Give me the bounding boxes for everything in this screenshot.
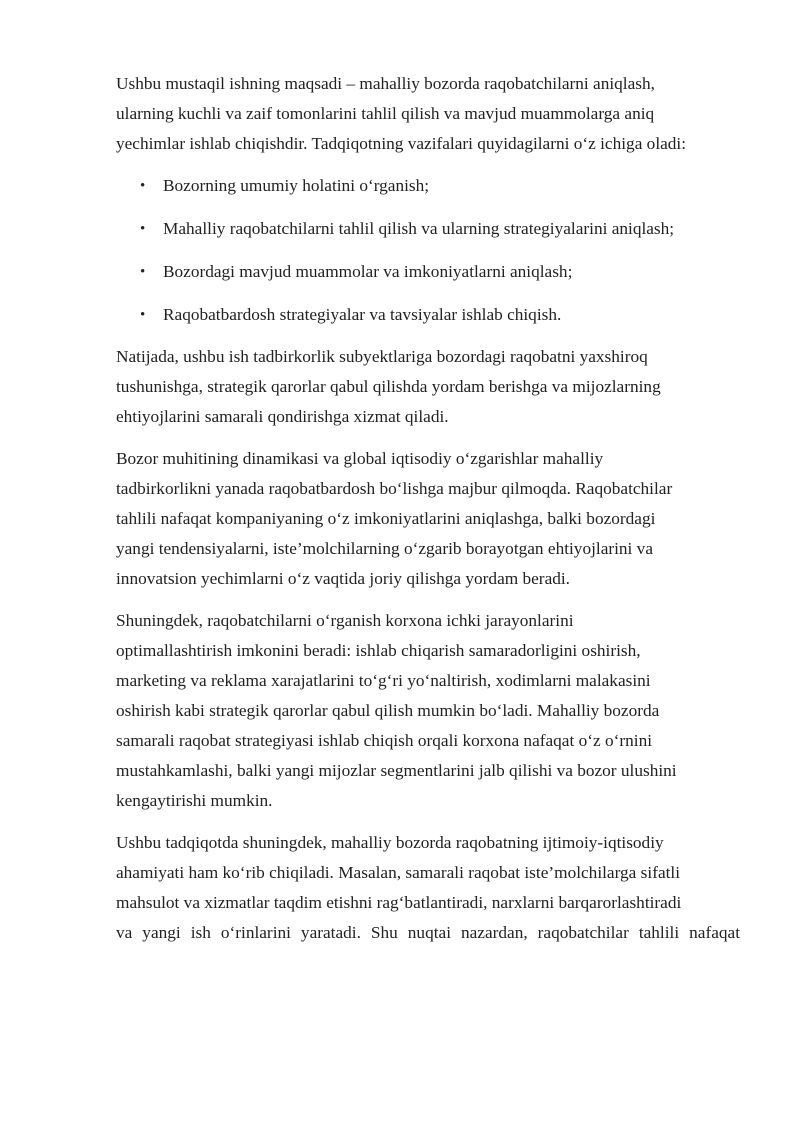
paragraph-socio-economic-body: Ushbu tadqiqotda shuningdek, mahalliy bozorda raqobatning ijtimoiy-iqtisodiy ahamiyati ham ko‘rib chiqiladi. Masalan, samarali raqobat iste’molchilarga sifatli mahsulot va xizmatlar taqdim etishni rag‘batlantiradi, narxlarni barqarorlashtiradi (116, 833, 682, 912)
bullet-icon: • (140, 264, 146, 280)
list-item (116, 300, 740, 330)
paragraph-socio-economic (116, 828, 740, 948)
paragraph-internal-processes: Shuningdek, raqobatchilarni o‘rganish korxona ichki jarayonlarini optimallashtirish imkonini beradi: ishlab chiqarish samaradorligini oshirish, marketing va reklama xarajatlarini to‘g‘ri yo‘naltirish, xodimlarni malakasini oshirish kabi strategik qarorlar qabul qilish mumkin bo‘ladi. Mahalliy bozorda samarali raqobat strategiyasi ishlab chiqish orqali korxona nafaqat o‘z o‘rnini mustahkamlashi, balki yangi mijozlar segmentlarini jalb qilishi va bozor ulushini kengaytirishi mumkin. (116, 611, 677, 810)
list-item-text: Raqobatbardosh strategiyalar va tavsiyalar ishlab chiqish. (163, 305, 562, 324)
list-item-text: Bozordagi mavjud muammolar va imkoniyatlarni aniqlash; (163, 262, 573, 281)
document-body (116, 69, 740, 960)
bullet-icon: • (140, 307, 146, 323)
paragraph-market-dynamics: Bozor muhitining dinamikasi va global iqtisodiy o‘zgarishlar mahalliy tadbirkorlikni yanada raqobatbardosh bo‘lishga majbur qilmoqda. Raqobatchilar tahlili nafaqat kompaniyaning o‘z imkoniyatlarini aniqlashga, balki bozordagi yangi tendensiyalarni, iste’molchilarning o‘zgarib borayotgan ehtiyojlarini va innovatsion yechimlarni o‘z vaqtida joriy qilishga yordam beradi. (116, 449, 673, 588)
bullet-icon: • (140, 221, 146, 237)
paragraph-results: Natijada, ushbu ish tadbirkorlik subyektlariga bozordagi raqobatni yaxshiroq tushunishga, strategik qarorlar qabul qilishda yordam berishga va mijozlarning ehtiyojlarini samarali qondirishga xizmat qiladi. (116, 347, 661, 426)
list-item (116, 257, 740, 287)
list-item (116, 171, 740, 201)
list-item-text: Bozorning umumiy holatini o‘rganish; (163, 176, 430, 195)
tasks-list (116, 171, 740, 330)
bullet-icon: • (140, 178, 146, 194)
list-item (116, 214, 740, 244)
intro-paragraph: Ushbu mustaqil ishning maqsadi – mahalliy bozorda raqobatchilarni aniqlash, ularning kuchli va zaif tomonlarini tahlil qilish va mavjud muammolarga aniq yechimlar ishlab chiqishdir. Tadqiqotning vazifalari quyidagilarni o‘z ichiga oladi: (116, 74, 687, 153)
paragraph-socio-economic-last-line: va yangi ish o‘rinlarini yaratadi. Shu nuqtai nazardan, raqobatchilar tahlili nafaqat (116, 923, 740, 942)
list-item-text: Mahalliy raqobatchilarni tahlil qilish va ularning strategiyalarini aniqlash; (163, 219, 675, 238)
